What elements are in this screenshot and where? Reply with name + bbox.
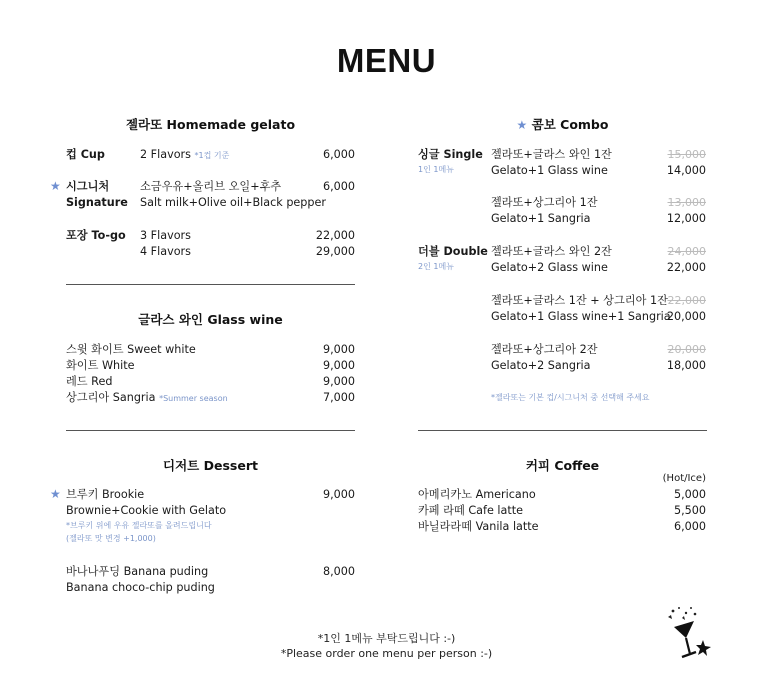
dessert-heading: 디저트 Dessert xyxy=(163,458,258,473)
combo-old-price: 22,000 xyxy=(667,294,706,307)
combo-old-price: 20,000 xyxy=(667,343,706,356)
combo-old-price: 13,000 xyxy=(667,196,706,209)
single-sub: 1인 1메뉴 xyxy=(418,165,454,174)
wine-item-name: 상그리아 Sangria *Summer season xyxy=(66,391,228,404)
combo-price: 22,000 xyxy=(666,261,706,274)
combo-item-ko: 젤라또+상그리아 2잔 xyxy=(491,343,598,356)
cup-note: *1컵 기준 xyxy=(194,151,230,160)
combo-price: 18,000 xyxy=(666,359,706,372)
wine-item-price: 9,000 xyxy=(322,359,355,372)
combo-price: 20,000 xyxy=(666,310,706,323)
divider xyxy=(418,430,707,431)
coffee-hot-ice: (Hot/Ice) xyxy=(662,473,706,484)
coffee-item-name: 바닐라라떼 Vanila latte xyxy=(418,520,539,533)
combo-price: 12,000 xyxy=(666,212,706,225)
signature-star-icon: ★ xyxy=(50,179,61,193)
brookie-desc: Brownie+Cookie with Gelato xyxy=(66,504,227,517)
coffee-item-price: 5,500 xyxy=(673,504,706,517)
combo-item-en: Gelato+1 Sangria xyxy=(491,212,591,225)
combo-old-price: 24,000 xyxy=(667,245,706,258)
sangria-season-note: *Summer season xyxy=(159,394,228,403)
coffee-item-name: 카페 라떼 Cafe latte xyxy=(418,504,524,517)
wine-item-name: 화이트 White xyxy=(66,359,135,372)
togo-price-3: 22,000 xyxy=(315,229,355,242)
double-label: 더블 Double xyxy=(418,245,488,258)
coffee-item-name: 아메리카노 Americano xyxy=(418,488,536,501)
combo-note: *젤라또는 기본 컵/시그니처 중 선택해 주세요 xyxy=(491,393,650,402)
signature-desc-ko: 소금우유+올리브 오일+후추 xyxy=(140,180,282,193)
combo-old-price: 15,000 xyxy=(667,148,706,161)
coffee-item-price: 6,000 xyxy=(673,520,706,533)
brookie-name: 브루키 Brookie xyxy=(66,488,145,501)
togo-option-3: 3 Flavors xyxy=(140,229,191,242)
combo-star-icon: ★ xyxy=(516,118,528,132)
brookie-price: 9,000 xyxy=(322,488,355,501)
brookie-note: *브루키 위에 우유 젤라또를 올려드립니다 xyxy=(66,521,212,530)
togo-price-4: 29,000 xyxy=(315,245,355,258)
footer-note-en: *Please order one menu per person :-) xyxy=(280,647,493,660)
single-label: 싱글 Single xyxy=(418,148,483,161)
brookie-flavor-note: (젤라또 맛 변경 +1,000) xyxy=(66,534,156,543)
cocktail-glass-icon xyxy=(664,605,712,663)
cup-label: 컵 Cup xyxy=(66,148,105,161)
combo-item-en: Gelato+1 Glass wine xyxy=(491,164,608,177)
wine-item-name: 레드 Red xyxy=(66,375,113,388)
wine-heading: 글라스 와인 Glass wine xyxy=(138,312,283,327)
combo-price: 14,000 xyxy=(666,164,706,177)
combo-item-en: Gelato+2 Sangria xyxy=(491,359,591,372)
banana-desc: Banana choco-chip puding xyxy=(66,581,215,594)
coffee-item-price: 5,000 xyxy=(673,488,706,501)
banana-name: 바나나푸딩 Banana puding xyxy=(66,565,209,578)
combo-heading: ★ 콤보 Combo xyxy=(516,117,609,132)
signature-label-en: Signature xyxy=(66,196,128,209)
gelato-heading: 젤라또 Homemade gelato xyxy=(125,117,296,132)
togo-option-4: 4 Flavors xyxy=(140,245,191,258)
divider xyxy=(66,284,355,285)
footer-note-ko: *1인 1메뉴 부탁드립니다 :-) xyxy=(317,632,456,645)
cup-price: 6,000 xyxy=(322,148,355,161)
togo-label: 포장 To-go xyxy=(66,229,126,242)
double-sub: 2인 1메뉴 xyxy=(418,262,454,271)
combo-item-en: Gelato+1 Glass wine+1 Sangria xyxy=(491,310,671,323)
combo-item-ko: 젤라또+글라스 와인 2잔 xyxy=(491,245,612,258)
brookie-star-icon: ★ xyxy=(50,487,61,501)
signature-price: 6,000 xyxy=(322,180,355,193)
combo-item-ko: 젤라또+상그리아 1잔 xyxy=(491,196,598,209)
signature-label-ko: 시그니처 xyxy=(66,180,110,193)
combo-item-ko: 젤라또+글라스 1잔 + 상그리아 1잔 xyxy=(491,294,668,307)
divider xyxy=(66,430,355,431)
combo-item-ko: 젤라또+글라스 와인 1잔 xyxy=(491,148,612,161)
coffee-heading: 커피 Coffee xyxy=(525,458,600,473)
wine-item-name: 스윗 화이트 Sweet white xyxy=(66,343,196,356)
wine-item-price: 9,000 xyxy=(322,343,355,356)
menu-title: MENU xyxy=(336,42,437,79)
combo-item-en: Gelato+2 Glass wine xyxy=(491,261,608,274)
cup-desc: 2 Flavors *1컵 기준 xyxy=(140,148,230,161)
banana-price: 8,000 xyxy=(322,565,355,578)
wine-item-price: 9,000 xyxy=(322,375,355,388)
wine-item-price: 7,000 xyxy=(322,391,355,404)
signature-desc-en: Salt milk+Olive oil+Black pepper xyxy=(140,196,326,209)
